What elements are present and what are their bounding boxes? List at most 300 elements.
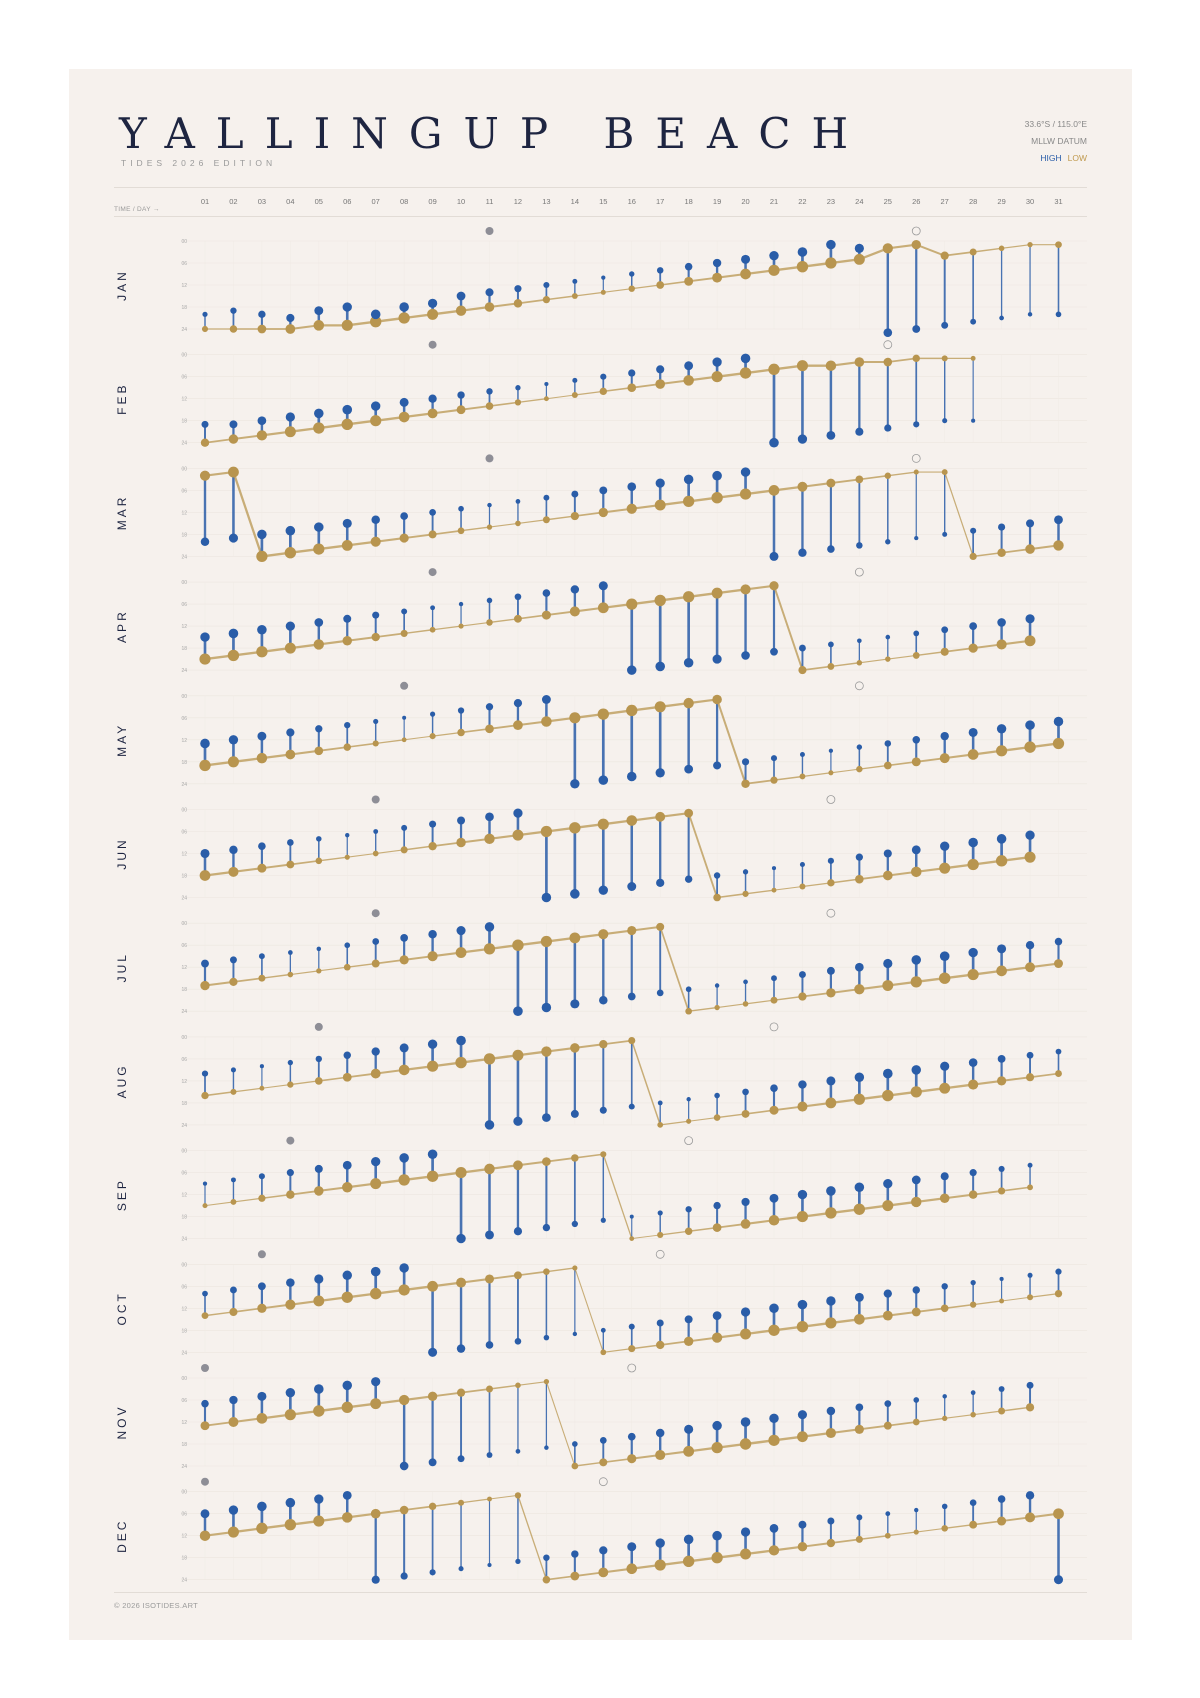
hour-tick-label: 24 xyxy=(181,668,187,675)
low-tide-point xyxy=(598,819,609,830)
new-moon-marker xyxy=(912,227,920,235)
high-tide-point xyxy=(627,665,636,674)
high-tide-point xyxy=(572,279,577,284)
high-tide-point xyxy=(883,328,892,337)
high-tide-point xyxy=(855,428,863,436)
low-tide-point xyxy=(683,1556,694,1567)
high-tide-point xyxy=(260,1064,264,1068)
hour-tick-label: 18 xyxy=(181,1442,187,1448)
low-tide-point xyxy=(513,1160,523,1170)
low-tide-point xyxy=(711,492,722,503)
low-tide-point xyxy=(228,467,239,478)
low-tide-point xyxy=(711,1442,722,1453)
low-tide-point xyxy=(457,729,464,736)
high-tide-point xyxy=(798,549,806,557)
high-tide-point xyxy=(770,648,778,656)
high-tide-point xyxy=(1028,312,1032,316)
hour-tick-label: 24 xyxy=(181,1236,187,1243)
tide-diagonal xyxy=(1030,1074,1058,1078)
tide-diagonal xyxy=(1002,1407,1030,1411)
tide-diagonal xyxy=(660,1231,688,1235)
low-tide-point xyxy=(797,1321,808,1332)
high-tide-point xyxy=(798,1410,807,1419)
low-tide-point xyxy=(571,512,579,520)
high-tide-point xyxy=(628,993,636,1001)
low-tide-point xyxy=(626,598,637,609)
low-tide-point xyxy=(257,1304,266,1313)
tide-diagonal xyxy=(433,732,461,736)
low-tide-point xyxy=(201,1092,208,1099)
high-tide-point xyxy=(655,662,665,672)
low-tide-point xyxy=(627,504,637,514)
high-tide-point xyxy=(428,1040,437,1049)
high-tide-point xyxy=(543,495,549,501)
high-tide-point xyxy=(429,1458,437,1466)
hour-tick-label: 24 xyxy=(181,781,187,788)
high-tide-point xyxy=(571,1550,578,1557)
low-tide-point xyxy=(997,1517,1006,1526)
low-tide-point xyxy=(202,1203,207,1208)
high-tide-point xyxy=(1000,1277,1004,1281)
low-tide-point xyxy=(515,1383,521,1389)
hour-tick-label: 18 xyxy=(181,418,187,425)
hour-tick-label: 24 xyxy=(181,895,187,902)
low-tide-point xyxy=(912,757,921,766)
month-label: OCT xyxy=(115,1291,129,1326)
hour-tick-label: 24 xyxy=(181,1009,187,1016)
low-tide-point xyxy=(657,1232,663,1238)
high-tide-point xyxy=(399,1153,409,1163)
high-tide-point xyxy=(257,1502,267,1512)
low-tide-point xyxy=(911,1086,922,1097)
low-tide-point xyxy=(200,471,210,481)
high-tide-point xyxy=(230,308,236,314)
high-tide-point xyxy=(1025,831,1034,840)
low-tide-point xyxy=(968,749,979,760)
high-tide-point xyxy=(686,986,692,992)
coordinates-label: 33.6°S / 115.0°E xyxy=(1024,119,1087,129)
high-tide-point xyxy=(230,1287,237,1294)
high-tide-point xyxy=(715,983,719,987)
low-tide-point xyxy=(257,753,268,764)
high-tide-point xyxy=(685,263,693,271)
tide-diagonal xyxy=(916,1528,944,1532)
low-tide-point xyxy=(999,246,1005,252)
low-tide-point xyxy=(826,360,836,370)
high-tide-point xyxy=(400,1462,409,1471)
high-tide-point xyxy=(741,354,751,364)
tide-diagonal xyxy=(603,1041,631,1045)
tide-diagonal xyxy=(546,1382,574,1466)
high-tide-point xyxy=(941,1283,947,1289)
low-tide-point xyxy=(827,663,834,670)
hour-tick-label: 12 xyxy=(181,396,187,403)
full-moon-marker xyxy=(286,1137,294,1145)
high-tide-point xyxy=(885,740,892,747)
high-tide-point xyxy=(200,632,209,641)
high-tide-point xyxy=(600,374,606,380)
day-label: 09 xyxy=(428,197,437,206)
low-tide-point xyxy=(600,388,607,395)
low-tide-point xyxy=(856,766,862,772)
high-tide-point xyxy=(516,499,521,504)
high-tide-point xyxy=(457,817,465,825)
high-tide-point xyxy=(487,598,493,604)
hour-tick-label: 18 xyxy=(181,759,187,766)
hour-tick-label: 18 xyxy=(181,1555,187,1562)
high-tide-point xyxy=(543,282,549,288)
low-tide-point xyxy=(826,1428,836,1438)
low-tide-point xyxy=(570,1572,579,1581)
tide-diagonal xyxy=(205,1202,233,1206)
low-tide-point xyxy=(600,1151,606,1157)
high-tide-point xyxy=(543,589,551,597)
high-tide-point xyxy=(459,1566,464,1571)
high-tide-point xyxy=(570,999,579,1008)
low-tide-point xyxy=(996,745,1007,756)
low-tide-point xyxy=(285,1409,296,1420)
low-tide-point xyxy=(913,652,920,659)
full-moon-marker xyxy=(315,1023,323,1031)
high-tide-point xyxy=(743,869,748,874)
low-tide-point xyxy=(772,888,777,893)
high-tide-point xyxy=(344,1052,351,1059)
high-tide-point xyxy=(855,1293,864,1302)
low-tide-point xyxy=(855,875,864,884)
hour-tick-label: 12 xyxy=(181,851,187,858)
low-tide-point xyxy=(685,1228,692,1235)
low-tide-point xyxy=(484,834,494,844)
high-tide-point xyxy=(599,775,609,785)
low-tide-point xyxy=(399,412,410,423)
hour-tick-label: 12 xyxy=(181,1420,187,1426)
low-tide-point xyxy=(998,1187,1005,1194)
high-tide-point xyxy=(1054,1575,1063,1584)
low-tide-point xyxy=(285,750,295,760)
low-tide-point xyxy=(628,1037,635,1044)
hour-tick-label: 24 xyxy=(181,554,187,561)
low-tide-point xyxy=(541,826,552,837)
low-tide-point xyxy=(598,708,609,719)
high-tide-point xyxy=(942,1394,946,1398)
high-tide-point xyxy=(969,728,978,737)
low-tide-point xyxy=(256,551,267,562)
high-tide-point xyxy=(542,893,552,903)
low-tide-point xyxy=(798,666,806,674)
low-tide-point xyxy=(512,940,523,951)
low-tide-point xyxy=(345,855,350,860)
high-tide-point xyxy=(599,581,608,590)
high-tide-point xyxy=(485,1230,494,1239)
low-tide-point xyxy=(655,379,665,389)
low-tide-point xyxy=(572,392,578,398)
high-tide-point xyxy=(430,605,435,610)
low-tide-point xyxy=(228,1527,239,1538)
low-tide-point xyxy=(342,540,353,551)
low-tide-point xyxy=(542,1157,551,1166)
high-tide-point xyxy=(201,1400,209,1408)
tide-diagonal xyxy=(461,622,489,626)
low-tide-point xyxy=(257,1413,268,1424)
low-tide-point xyxy=(629,1236,634,1241)
high-tide-point xyxy=(202,312,207,317)
low-tide-point xyxy=(855,1425,864,1434)
low-tide-point xyxy=(401,846,408,853)
low-tide-point xyxy=(598,929,608,939)
high-tide-point xyxy=(258,1282,266,1290)
low-tide-point xyxy=(428,1392,437,1401)
low-tide-point xyxy=(854,984,864,994)
tide-diagonal xyxy=(433,626,461,630)
low-tide-point xyxy=(797,1102,807,1112)
full-moon-marker xyxy=(486,227,494,235)
high-tide-point xyxy=(286,526,296,536)
high-tide-point xyxy=(601,276,605,280)
low-tide-point xyxy=(201,439,209,447)
low-tide-point xyxy=(883,871,893,881)
low-tide-point xyxy=(683,375,693,385)
low-tide-point xyxy=(627,383,636,392)
low-tide-point xyxy=(656,923,664,931)
high-tide-point xyxy=(658,1210,663,1215)
tide-diagonal xyxy=(717,1004,745,1008)
low-tide-point xyxy=(258,325,267,334)
tide-diagonal xyxy=(660,1121,688,1125)
high-tide-point xyxy=(544,382,548,386)
poster xyxy=(69,69,1132,1640)
hour-tick-label: 18 xyxy=(181,873,187,880)
high-tide-point xyxy=(372,938,379,945)
high-tide-point xyxy=(203,1181,207,1185)
low-tide-point xyxy=(855,476,863,484)
low-tide-point xyxy=(398,1174,409,1185)
tide-diagonal xyxy=(888,1422,916,1426)
tide-diagonal xyxy=(660,927,688,1011)
low-tide-point xyxy=(599,1458,607,1466)
low-tide-point xyxy=(740,1549,751,1560)
high-tide-point xyxy=(798,1300,808,1310)
day-label: 12 xyxy=(513,197,523,206)
full-moon-marker xyxy=(429,568,437,576)
low-tide-point xyxy=(1025,852,1036,863)
hour-tick-label: 06 xyxy=(181,261,187,267)
low-tide-point xyxy=(456,947,467,958)
tide-diagonal xyxy=(802,666,830,670)
high-tide-point xyxy=(884,1289,892,1297)
high-tide-point xyxy=(857,744,862,749)
high-tide-point xyxy=(856,1403,864,1411)
high-tide-point xyxy=(401,825,407,831)
high-tide-point xyxy=(371,515,380,524)
tide-diagonal xyxy=(632,1041,660,1125)
low-tide-point xyxy=(971,356,976,361)
new-moon-marker xyxy=(855,568,863,576)
tide-diagonal xyxy=(717,699,745,783)
high-tide-point xyxy=(1055,938,1063,946)
high-tide-point xyxy=(317,947,321,951)
tide-diagonal xyxy=(859,765,887,769)
high-tide-point xyxy=(400,398,409,407)
low-tide-point xyxy=(316,858,323,865)
high-tide-point xyxy=(457,292,466,301)
high-tide-point xyxy=(658,1100,663,1105)
low-tide-point xyxy=(202,326,208,332)
low-tide-point xyxy=(741,780,749,788)
high-tide-point xyxy=(201,960,209,968)
tide-diagonal xyxy=(603,1349,631,1353)
high-tide-point xyxy=(771,755,777,761)
high-tide-point xyxy=(230,956,237,963)
high-tide-point xyxy=(714,872,720,878)
low-tide-point xyxy=(1025,544,1035,554)
high-tide-point xyxy=(601,1328,606,1333)
low-tide-point xyxy=(572,293,578,299)
low-tide-point xyxy=(1025,635,1036,646)
low-tide-point xyxy=(285,1519,296,1530)
high-tide-point xyxy=(286,621,295,630)
low-tide-point xyxy=(883,1311,893,1321)
hour-tick-label: 18 xyxy=(181,1214,187,1221)
high-tide-point xyxy=(257,1392,266,1401)
low-tide-point xyxy=(825,1317,836,1328)
low-tide-point xyxy=(1024,741,1035,752)
high-tide-point xyxy=(599,885,608,894)
tide-diagonal xyxy=(575,1154,603,1158)
low-tide-point xyxy=(656,281,664,289)
poster-subtitle: TIDES 2026 EDITION xyxy=(121,158,277,168)
high-tide-point xyxy=(656,879,664,887)
tide-diagonal xyxy=(575,391,603,395)
tide-diagonal xyxy=(490,1385,518,1389)
hour-tick-label: 24 xyxy=(181,1350,187,1357)
day-label: 28 xyxy=(968,197,978,206)
low-tide-point xyxy=(769,581,778,590)
full-moon-marker xyxy=(372,796,380,804)
axis-label: TIME / DAY → xyxy=(114,206,160,213)
month-label: AUG xyxy=(115,1063,129,1099)
low-tide-point xyxy=(228,1417,238,1427)
low-tide-point xyxy=(912,1308,921,1317)
high-tide-point xyxy=(542,1113,551,1122)
low-tide-point xyxy=(911,867,921,877)
tide-diagonal xyxy=(802,773,830,777)
tide-diagonal xyxy=(290,971,318,975)
tide-diagonal xyxy=(888,1532,916,1536)
legend-low: LOW xyxy=(1067,153,1087,163)
high-tide-point xyxy=(201,1509,210,1518)
high-tide-point xyxy=(487,1452,493,1458)
high-tide-point xyxy=(315,725,322,732)
tide-diagonal xyxy=(404,1506,432,1510)
month-label: JUL xyxy=(115,952,129,983)
low-tide-point xyxy=(798,1542,807,1551)
day-label: 02 xyxy=(229,197,238,206)
high-tide-point xyxy=(912,1176,921,1185)
low-tide-point xyxy=(712,1332,722,1342)
high-tide-point xyxy=(372,1047,380,1055)
high-tide-point xyxy=(627,772,637,782)
high-tide-point xyxy=(627,482,636,491)
low-tide-point xyxy=(627,926,636,935)
low-tide-point xyxy=(486,1386,493,1393)
low-tide-point xyxy=(543,296,550,303)
high-tide-point xyxy=(770,1194,779,1203)
high-tide-point xyxy=(342,1381,352,1391)
low-tide-point xyxy=(629,285,635,291)
low-tide-point xyxy=(968,1079,978,1089)
low-tide-point xyxy=(911,976,922,987)
high-tide-point xyxy=(202,1291,208,1297)
low-tide-point xyxy=(856,1536,863,1543)
high-tide-point xyxy=(400,934,408,942)
high-tide-point xyxy=(513,1006,523,1016)
high-tide-point xyxy=(856,1514,862,1520)
low-tide-point xyxy=(1025,1512,1035,1522)
high-tide-point xyxy=(1028,1163,1033,1168)
high-tide-point xyxy=(800,752,805,757)
high-tide-point xyxy=(941,732,949,740)
high-tide-point xyxy=(627,1542,636,1551)
high-tide-point xyxy=(1026,941,1034,949)
low-tide-point xyxy=(797,261,808,272)
low-tide-point xyxy=(285,1300,295,1310)
tide-diagonal xyxy=(1002,1297,1030,1301)
low-tide-point xyxy=(316,968,321,973)
low-tide-point xyxy=(740,488,751,499)
high-tide-point xyxy=(969,1058,978,1067)
low-tide-point xyxy=(231,1199,237,1205)
high-tide-point xyxy=(231,1067,236,1072)
full-moon-marker xyxy=(429,341,437,349)
high-tide-point xyxy=(542,1003,551,1012)
high-tide-point xyxy=(942,418,947,423)
day-label: 01 xyxy=(200,197,210,206)
low-tide-point xyxy=(798,992,806,1000)
high-tide-point xyxy=(998,1055,1006,1063)
low-tide-point xyxy=(827,1539,835,1547)
high-tide-point xyxy=(829,749,833,753)
hour-tick-label: 00 xyxy=(181,1489,187,1496)
high-tide-point xyxy=(314,1274,323,1283)
high-tide-point xyxy=(343,302,352,311)
hour-tick-label: 12 xyxy=(181,1078,187,1085)
high-tide-point xyxy=(314,306,323,315)
low-tide-point xyxy=(997,639,1007,649)
tide-diagonal xyxy=(888,655,916,659)
low-tide-point xyxy=(201,1421,210,1430)
high-tide-point xyxy=(827,1407,836,1416)
low-tide-point xyxy=(683,496,694,507)
high-tide-point xyxy=(713,1202,720,1209)
low-tide-point xyxy=(543,516,550,523)
low-tide-point xyxy=(429,530,437,538)
high-tide-point xyxy=(599,1546,607,1554)
high-tide-point xyxy=(1054,717,1064,727)
tide-diagonal xyxy=(490,1495,518,1499)
high-tide-point xyxy=(345,833,349,837)
low-tide-point xyxy=(914,470,919,475)
low-tide-point xyxy=(228,867,238,877)
high-tide-point xyxy=(940,1062,949,1071)
hour-tick-label: 06 xyxy=(181,488,187,495)
day-label: 26 xyxy=(912,197,921,206)
high-tide-point xyxy=(344,722,350,728)
month-label: MAY xyxy=(115,722,129,757)
high-tide-point xyxy=(570,779,579,788)
high-tide-point xyxy=(968,948,977,957)
low-tide-point xyxy=(684,809,693,818)
high-tide-point xyxy=(573,1332,577,1336)
